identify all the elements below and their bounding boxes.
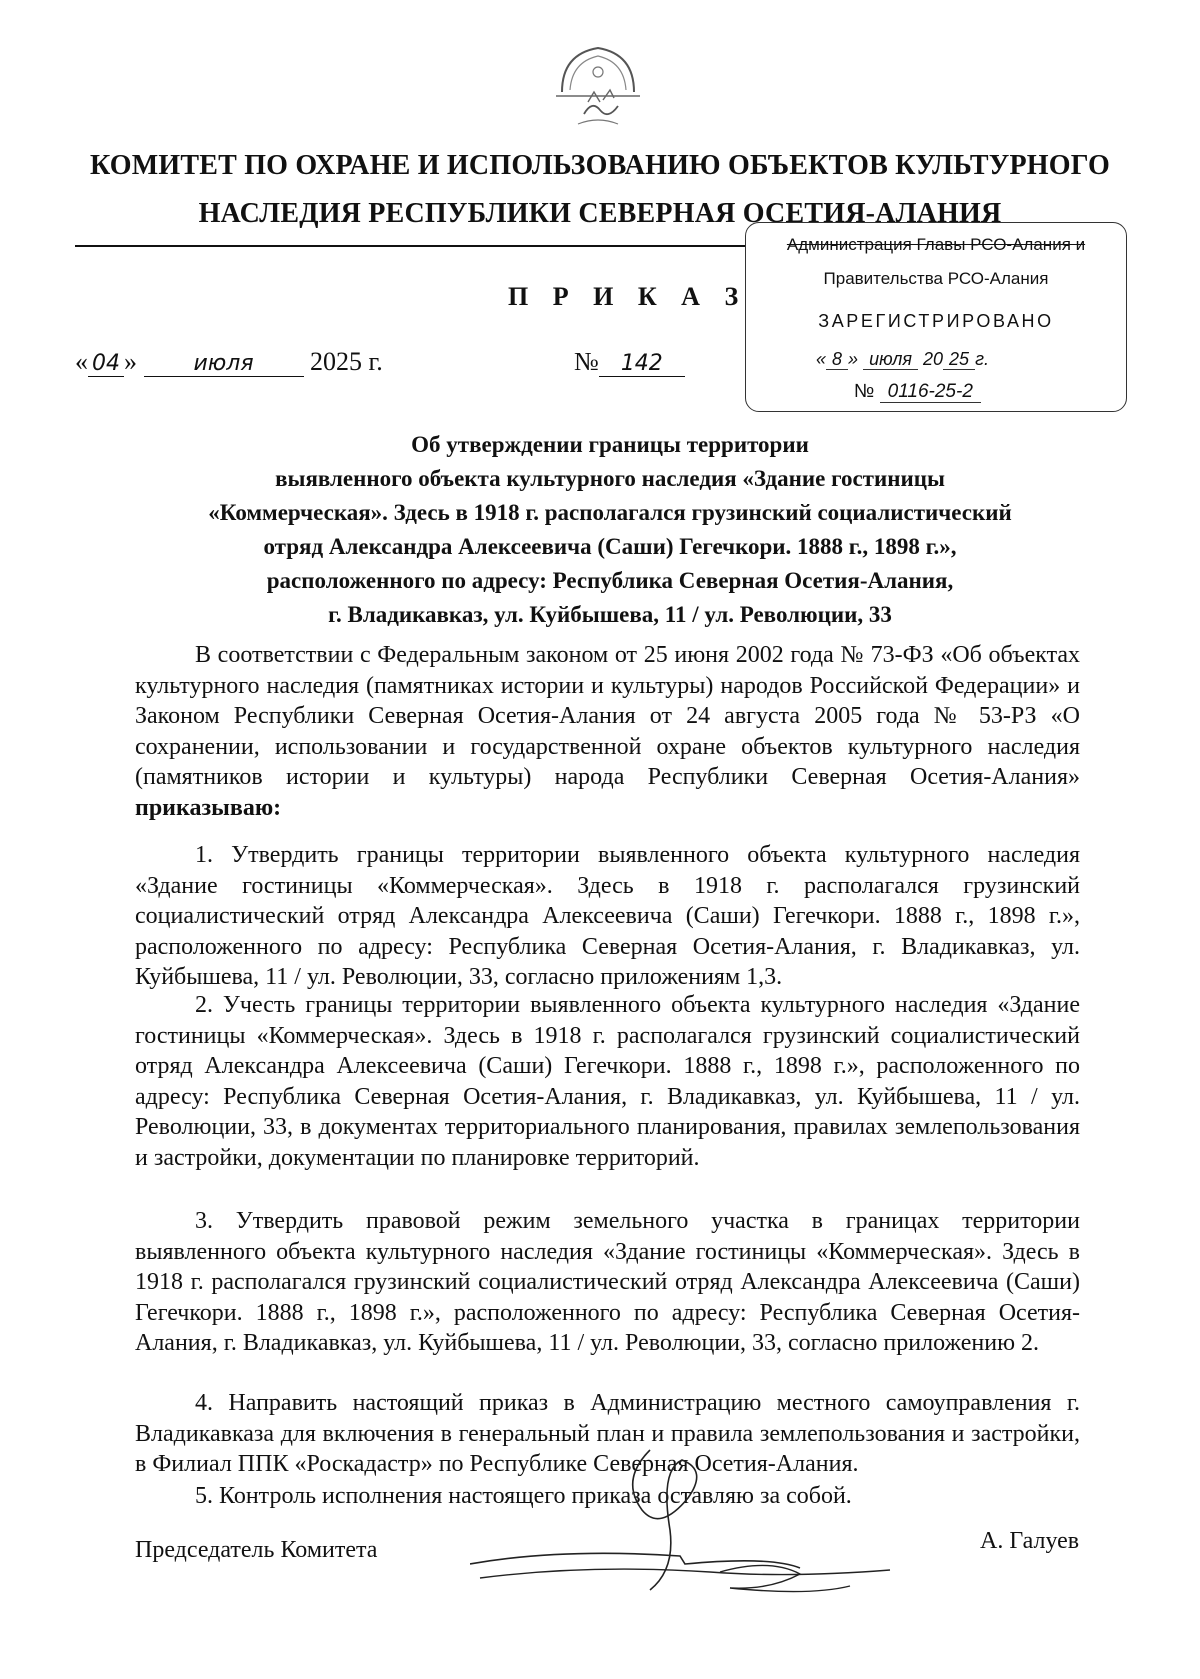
- stamp-registration-number: [854, 381, 981, 403]
- order-date-month: июля: [144, 351, 304, 377]
- order-date-year: 2025 г.: [310, 347, 383, 376]
- order-item-1: [135, 840, 1080, 993]
- order-date-open-quote: «: [75, 347, 88, 376]
- order-date: [75, 347, 383, 377]
- signatory-position: Председатель Комитета: [135, 1537, 378, 1563]
- stamp-number-label: №: [854, 381, 875, 402]
- stamp-registered-label: ЗАРЕГИСТРИРОВАНО: [818, 311, 1054, 331]
- stamp-number-value: 0116-25-2: [880, 381, 981, 403]
- preamble-text: В соответствии с Федеральным законом от 25 июня 2002 года № 73-ФЗ «Об объектах культурного наследия (памятниках истории и культуры) народов Российской Федерации» и Законом Республики Северная Осетия-Алания от 24 августа 2005 года № 53-РЗ «О сохранении, использовании и государственной охране объектов культурного наследия (памятников истории и культуры) народа Республики Северная Осетия-Алания»: [135, 642, 1080, 791]
- order-date-day: 04: [88, 351, 124, 377]
- stamp-date-day: 8: [826, 349, 848, 370]
- order-title-line: «Коммерческая». Здесь в 1918 г. располагался грузинский социалистический: [208, 500, 1012, 525]
- stamp-date-month: июля: [863, 349, 918, 370]
- order-item-text: 5. Контроль исполнения настоящего приказа оставляю за собой.: [195, 1483, 852, 1509]
- order-item-text: 1. Утвердить границы территории выявленного объекта культурного наследия «Здание гостиницы «Коммерческая». Здесь в 1918 г. располагался грузинский социалистический отряд Александра Алексеевича (Саши) Гегечкори. 1888 г., 1898 г.», расположенного по адресу: Республика Северная Осетия-Алания, г. Владикавказ, ул. Куйбышева, 11 / ул. Революции, 33, согласно приложениям 1,3.: [135, 842, 1080, 991]
- stamp-date: [816, 349, 989, 370]
- handwritten-signature: [470, 1440, 900, 1620]
- preamble-paragraph: [135, 640, 1080, 824]
- order-item-text: 4. Направить настоящий приказ в Администрацию местного самоуправления г. Владикавказа для включения в генеральный план и правила землепользования и застройки, в Филиал ППК «Роскадастр» по Республике Северная Осетия-Алания.: [135, 1390, 1080, 1478]
- header-rule: [75, 245, 745, 247]
- stamp-date-year-prefix: 20: [923, 349, 944, 369]
- stamp-date-close-quote: »: [848, 349, 859, 369]
- order-item-3: [135, 1206, 1080, 1359]
- order-title-line: расположенного по адресу: Республика Северная Осетия-Алания,: [266, 568, 954, 593]
- signatory-name: А. Галуев: [980, 1528, 1080, 1554]
- order-title-line: Об утверждении границы территории: [411, 432, 809, 457]
- order-title-line: выявленного объекта культурного наследия «Здание гостиницы: [275, 466, 945, 491]
- stamp-date-year: 25: [943, 349, 975, 370]
- stamp-authority-line-2: Правительства РСО-Алания: [823, 269, 1049, 288]
- organization-name-line-2: НАСЛЕДИЯ РЕСПУБЛИКИ СЕВЕРНАЯ ОСЕТИЯ-АЛАНИЯ: [198, 198, 1002, 229]
- order-title-line: отряд Александра Алексеевича (Саши) Гегечкори. 1888 г., 1898 г.»,: [263, 534, 957, 559]
- stamp-authority-line-1: Администрация Главы РСО-Алания и: [786, 235, 1086, 254]
- order-item-text: 3. Утвердить правовой режим земельного участка в границах территории выявленного объекта культурного наследия «Здание гостиницы «Коммерческая». Здесь в 1918 г. располагался грузинский социалистический отряд Александра Алексеевича (Саши) Гегечкори. 1888 г., 1898 г.», расположенного по адресу: Республика Северная Осетия-Алания, г. Владикавказ, ул. Куйбышева, 11 / ул. Революции, 33, согласно приложению 2.: [135, 1208, 1080, 1357]
- registration-stamp: [745, 222, 1127, 412]
- order-number-label: №: [574, 347, 599, 376]
- order-item-text: 2. Учесть границы территории выявленного объекта культурного наследия «Здание гостиницы «Коммерческая». Здесь в 1918 г. располагался грузинский социалистический отряд Александра Алексеевича (Саши) Гегечкори. 1888 г., 1898 г.», расположенного по адресу: Республика Северная Осетия-Алания, г. Владикавказ, ул. Куйбышева, 11 / ул. Революции, 33, в документах территориального планирования, правилах землепользования и застройки, документации по планировке территорий.: [135, 992, 1080, 1171]
- order-date-close-quote: »: [124, 347, 137, 376]
- preamble-emphasis: приказываю:: [135, 794, 282, 821]
- coat-of-arms-emblem: [548, 40, 648, 128]
- order-number: [574, 347, 685, 377]
- order-number-value: 142: [599, 351, 685, 377]
- order-title-line: г. Владикавказ, ул. Куйбышева, 11 / ул. Революции, 33: [328, 602, 892, 627]
- document-type-heading: П Р И К А З: [508, 282, 748, 311]
- order-item-2: [135, 990, 1080, 1174]
- stamp-date-open-quote: «: [816, 349, 827, 369]
- organization-name-line-1: КОМИТЕТ ПО ОХРАНЕ И ИСПОЛЬЗОВАНИЮ ОБЪЕКТОВ КУЛЬТУРНОГО: [89, 150, 1111, 181]
- stamp-date-suffix: г.: [975, 349, 989, 369]
- order-title: [110, 428, 1110, 632]
